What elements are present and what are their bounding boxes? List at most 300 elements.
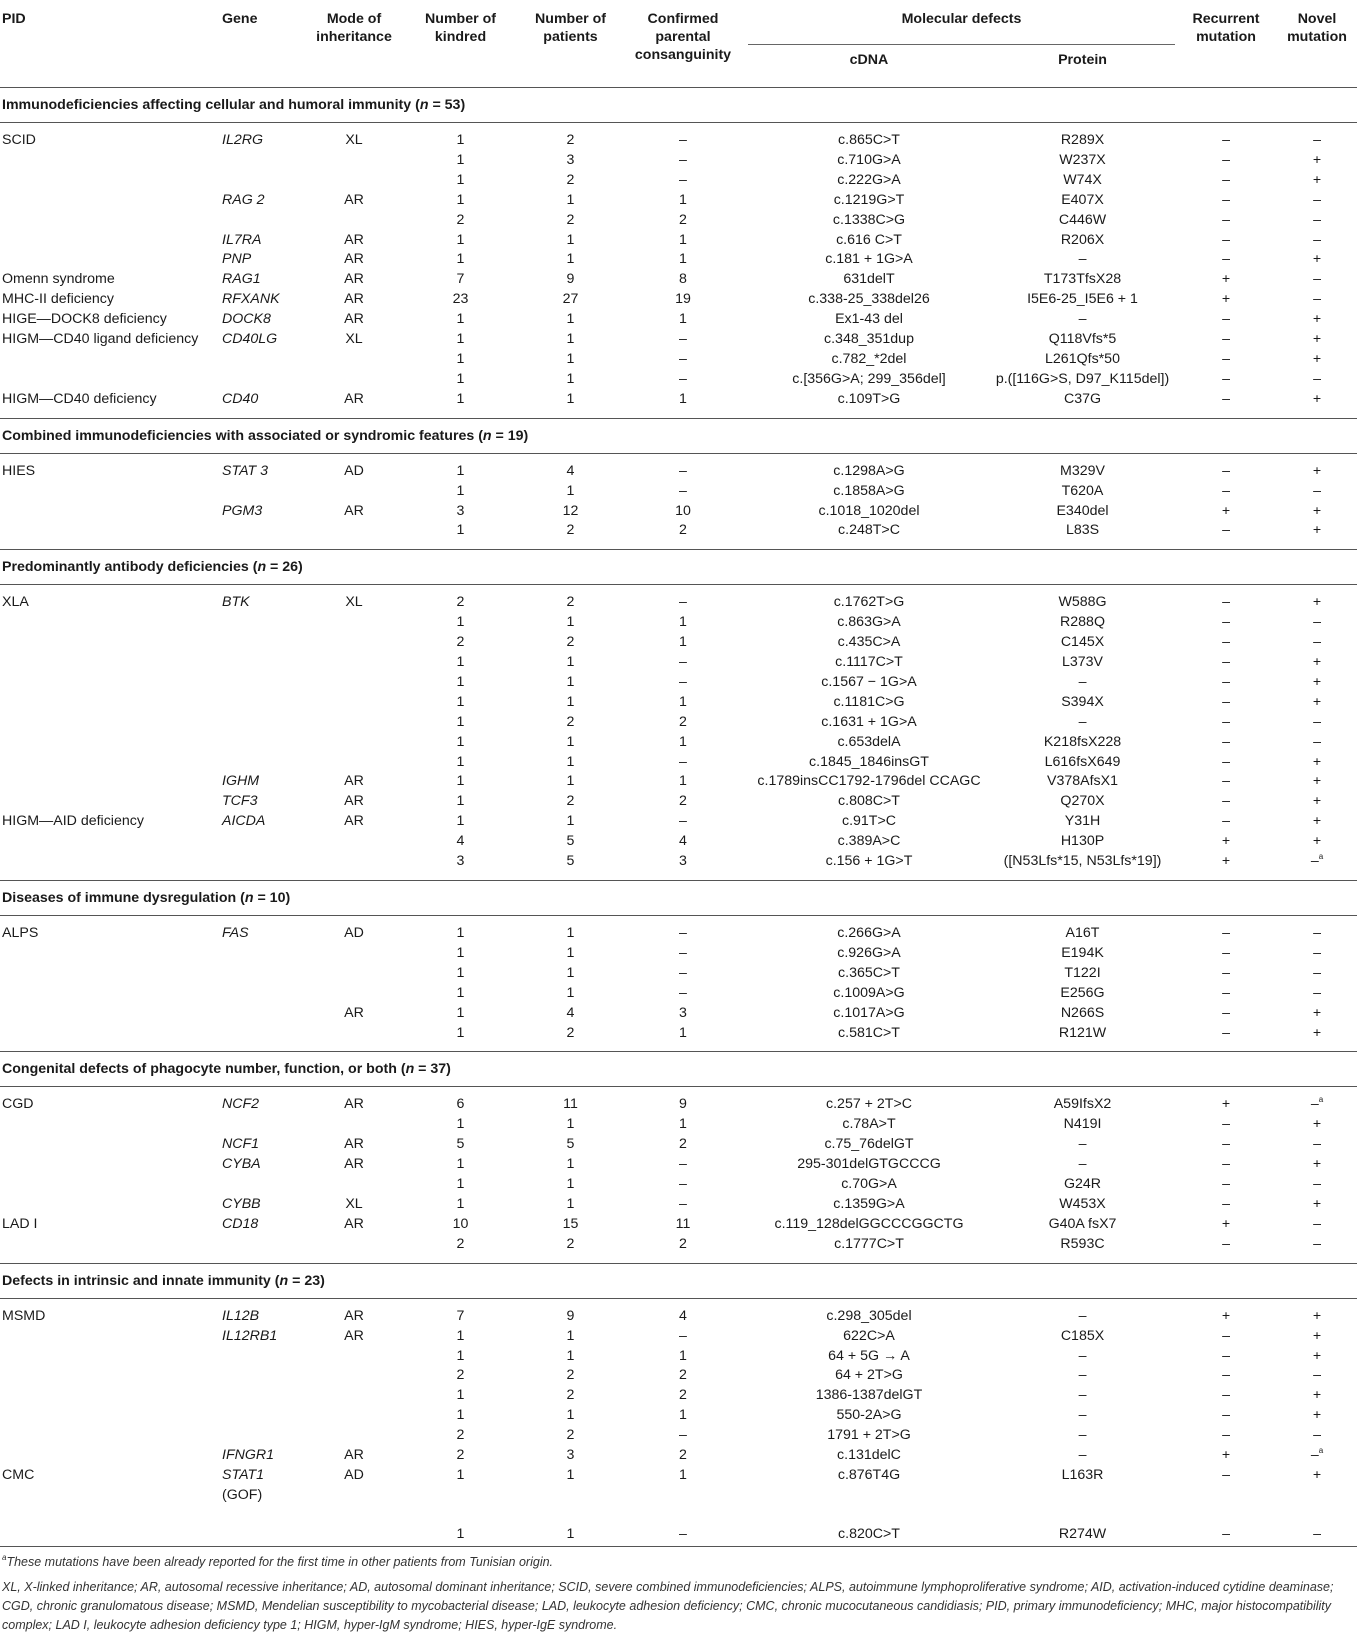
table-row — [0, 250, 1357, 270]
cell-kindred: 1 — [456, 753, 465, 770]
cell-novel: + — [1312, 1116, 1322, 1133]
cell-novel: + — [1312, 693, 1322, 710]
cell-novel: – — [1313, 964, 1321, 981]
table-row — [0, 211, 1357, 231]
table-row — [0, 1307, 1357, 1327]
cell-novel: – — [1313, 733, 1321, 750]
cell-gene: STAT1 — [222, 1466, 265, 1483]
cell-novel: – — [1313, 291, 1321, 308]
cell-cdna: c.248T>C — [838, 522, 900, 539]
cell-recurrent: – — [1222, 944, 1230, 961]
cell-consanguinity: – — [679, 171, 687, 188]
cell-pid — [0, 191, 222, 211]
cell-gene — [222, 1406, 310, 1426]
cell-patients: 9 — [566, 271, 575, 288]
cell-pid: ALPS — [2, 925, 39, 941]
cell-consanguinity: – — [679, 350, 687, 367]
table-row — [0, 1486, 1357, 1506]
cell-patients: 1 — [566, 1466, 575, 1483]
cell-patients: 2 — [566, 1235, 575, 1252]
cell-gene — [222, 1175, 310, 1195]
table-row — [0, 350, 1357, 370]
cell-pid — [0, 633, 222, 653]
cell-novel: – — [1313, 1367, 1321, 1384]
cell-pid — [0, 171, 222, 191]
cell-novel: + — [1312, 311, 1322, 328]
cell-pid: HIES — [2, 462, 36, 479]
cell-gene: IFNGR1 — [222, 1447, 275, 1464]
cell-protein: L373V — [1061, 654, 1104, 671]
cell-consanguinity: – — [618, 1506, 748, 1547]
cell-consanguinity: 2 — [679, 793, 687, 810]
cell-novel: – — [1313, 1215, 1321, 1232]
cell-novel: + — [1312, 350, 1322, 367]
cell-pid — [0, 482, 222, 502]
cell-gene: BTK — [222, 594, 250, 611]
cell-gene: CD40 — [222, 390, 259, 407]
cell-consanguinity: 1 — [679, 390, 687, 407]
cell-pid — [0, 1024, 222, 1044]
cell-cdna: c.119_128delGGCCCGGCTG — [774, 1215, 964, 1232]
table-row — [0, 521, 1357, 541]
cell-patients: 2 — [566, 1387, 575, 1404]
cell-consanguinity: 1 — [679, 693, 687, 710]
cell-mode: AR — [344, 1096, 364, 1113]
cell-recurrent: – — [1222, 151, 1230, 168]
cell-consanguinity: – — [679, 925, 687, 941]
cell-kindred: 10 — [452, 1215, 469, 1232]
cell-cdna: c.876T4G — [837, 1466, 901, 1483]
cell-cdna: c.75_76delGT — [824, 1136, 914, 1153]
cell-kindred: 1 — [456, 1387, 465, 1404]
cell-novel: – — [1313, 1176, 1321, 1193]
col-header-recurrent: Recurrent mutation — [1192, 11, 1260, 45]
cell-pid — [0, 1426, 222, 1446]
col-header-kindred: Number of kindred — [425, 11, 496, 45]
table-row — [0, 964, 1357, 984]
cell-mode — [310, 1235, 398, 1255]
table-row — [0, 131, 1357, 151]
cell-recurrent: – — [1222, 251, 1230, 268]
cell-consanguinity: 2 — [679, 1136, 687, 1153]
cell-gene: TCF3 — [222, 793, 258, 810]
cell-consanguinity: – — [679, 1427, 687, 1444]
cell-novel: – — [1313, 713, 1321, 730]
table-row — [0, 772, 1357, 792]
cell-cdna: c.1298A>G — [833, 462, 905, 479]
cell-pid — [0, 211, 222, 231]
cell-kindred: 2 — [456, 1235, 465, 1252]
cell-patients: 12 — [562, 502, 579, 519]
section-header-row — [0, 88, 1357, 123]
col-header-pid: PID — [2, 11, 26, 27]
cell-protein: T620A — [1061, 482, 1104, 499]
cell-gene — [222, 1506, 310, 1547]
cell-novel: + — [1312, 331, 1322, 348]
cell-consanguinity: 9 — [679, 1096, 687, 1113]
cell-novel: + — [1312, 151, 1322, 168]
cell-recurrent: – — [1222, 813, 1230, 830]
table-row — [0, 792, 1357, 812]
cell-protein: A59IfsX2 — [1053, 1096, 1112, 1113]
cell-recurrent: – — [1222, 733, 1230, 750]
cell-consanguinity: – — [679, 944, 687, 961]
cell-gene — [222, 984, 310, 1004]
cell-recurrent: – — [1222, 1235, 1230, 1252]
cell-consanguinity: – — [679, 654, 687, 671]
section-header-row — [0, 881, 1357, 916]
table-row — [0, 171, 1357, 191]
cell-protein: R288Q — [1060, 614, 1105, 631]
cell-mode — [310, 832, 398, 852]
cell-pid — [0, 944, 222, 964]
cell-protein: – — [1078, 311, 1087, 328]
cell-cdna: c.266G>A — [837, 925, 901, 941]
cell-patients: 2 — [566, 1427, 575, 1444]
cell-patients: 2 — [566, 132, 575, 148]
cell-protein: – — [1078, 1387, 1087, 1404]
cell-patients: 1 — [566, 1156, 575, 1173]
cell-kindred: 23 — [452, 291, 469, 308]
cell-protein: N266S — [1060, 1004, 1105, 1021]
table-row — [0, 370, 1357, 390]
cell-pid — [0, 1195, 222, 1215]
cell-gene — [222, 733, 310, 753]
cell-mode — [310, 1426, 398, 1446]
cell-gene — [222, 482, 310, 502]
section-header-row — [0, 1263, 1357, 1298]
cell-pid — [0, 521, 222, 541]
cell-gene: IL7RA — [222, 231, 262, 248]
table-row — [0, 310, 1357, 330]
cell-mode: XL — [345, 331, 363, 348]
cell-recurrent: – — [1222, 1176, 1230, 1193]
cell-mode — [310, 984, 398, 1004]
cell-cdna: c.1117C>T — [835, 654, 903, 671]
cell-gene: IL2RG — [222, 132, 264, 148]
cell-consanguinity: 1 — [679, 733, 687, 750]
col-header-protein: Protein — [990, 45, 1175, 88]
cell-patients: 1 — [566, 1195, 575, 1212]
cell-kindred: 1 — [456, 1347, 465, 1364]
cell-kindred: 1 — [456, 1024, 465, 1041]
cell-gene: STAT 3 — [222, 462, 268, 479]
cell-kindred: 3 — [456, 853, 465, 870]
cell-mode: AR — [344, 311, 364, 328]
cell-novel: – — [1313, 482, 1321, 499]
cell-gene — [222, 633, 310, 653]
cell-patients: 1 — [566, 331, 575, 348]
cell-novel: + — [1312, 654, 1322, 671]
table-row — [0, 613, 1357, 633]
cell-recurrent: – — [1222, 1387, 1230, 1404]
cell-gene: IL12RB1 — [222, 1327, 278, 1344]
cell-consanguinity: 1 — [679, 191, 687, 208]
cell-gene: RAG 2 — [222, 191, 265, 208]
cell-patients: 1 — [566, 753, 575, 770]
cell-gene — [222, 1366, 310, 1386]
cell-gene — [222, 1347, 310, 1367]
cell-mode: AR — [344, 1307, 364, 1324]
cell-cdna: c.820C>T — [748, 1506, 990, 1547]
cell-pid — [0, 231, 222, 251]
cell-recurrent: – — [1222, 1367, 1230, 1384]
cell-cdna: c.1567 − 1G>A — [821, 673, 917, 690]
table-row — [0, 1426, 1357, 1446]
cell-protein: I5E6-25_I5E6 + 1 — [1027, 291, 1138, 308]
table-row — [0, 462, 1357, 482]
table-row — [0, 270, 1357, 290]
table-row — [0, 1215, 1357, 1235]
table-row — [0, 330, 1357, 350]
cell-mode — [310, 733, 398, 753]
cell-mode — [310, 151, 398, 171]
cell-novel: – — [1277, 1506, 1357, 1547]
cell-cdna: c.298_305del — [826, 1307, 912, 1324]
cell-pid — [0, 1235, 222, 1255]
cell-gene — [222, 1004, 310, 1024]
cell-consanguinity: 2 — [679, 1387, 687, 1404]
cell-mode: AD — [344, 1466, 364, 1483]
cell-protein: – — [1078, 673, 1087, 690]
table-row — [0, 1175, 1357, 1195]
cell-kindred: 1 — [456, 964, 465, 981]
cell-pid — [0, 772, 222, 792]
cell-consanguinity: 1 — [679, 773, 687, 790]
cell-protein: E407X — [1061, 191, 1104, 208]
cell-novel: –$^a$ — [1310, 1446, 1324, 1464]
cell-protein: M329V — [1060, 462, 1105, 479]
cell-cdna: c.[356G>A; 299_356del] — [792, 370, 946, 387]
cell-consanguinity: – — [679, 482, 687, 499]
cell-recurrent: – — [1222, 614, 1230, 631]
cell-consanguinity: – — [679, 1176, 687, 1193]
cell-mode — [310, 633, 398, 653]
cell-cdna: c.865C>T — [838, 132, 900, 148]
cell-gene: PNP — [222, 251, 252, 268]
cell-pid: HIGM—CD40 ligand deficiency — [2, 331, 199, 348]
cell-recurrent: – — [1222, 1136, 1230, 1153]
cell-protein: V378AfsX1 — [1047, 773, 1118, 790]
cell-mode: XL — [345, 594, 363, 611]
cell-protein: G40A fsX7 — [1048, 1215, 1117, 1232]
cell-cdna: c.1762T>G — [833, 594, 905, 611]
cell-novel: – — [1313, 1427, 1321, 1444]
cell-protein: Q270X — [1060, 793, 1105, 810]
cell-novel: – — [1313, 614, 1321, 631]
cell-consanguinity: 2 — [679, 1367, 687, 1384]
cell-mode — [310, 1406, 398, 1426]
cell-cdna: 64 + 5G → A — [828, 1347, 910, 1364]
cell-patients: 11 — [563, 1096, 578, 1113]
table-row — [0, 1386, 1357, 1406]
cell-protein: E340del — [1056, 502, 1109, 519]
table-row — [0, 693, 1357, 713]
table-row — [0, 502, 1357, 522]
cell-recurrent: + — [1221, 833, 1231, 850]
cell-cdna: c.1789insCC1792-1796del CCAGC — [757, 773, 981, 790]
cell-kindred: 1 — [456, 1116, 465, 1133]
cell-recurrent: – — [1222, 773, 1230, 790]
cell-recurrent: + — [1221, 291, 1231, 308]
cell-recurrent: – — [1222, 522, 1230, 539]
cell-pid: MHC-II deficiency — [2, 291, 114, 308]
cell-mode: AR — [344, 773, 364, 790]
cell-patients: 1 — [566, 1176, 575, 1193]
cell-cdna: c.1181C>G — [833, 693, 905, 710]
cell-patients: 1 — [566, 693, 575, 710]
table-row — [0, 832, 1357, 852]
cell-kindred: 1 — [456, 482, 465, 499]
col-header-cdna: cDNA — [748, 45, 990, 88]
cell-protein: A16T — [1065, 925, 1100, 941]
cell-gene: NCF1 — [222, 1136, 260, 1153]
cell-gene — [222, 350, 310, 370]
cell-patients: 1 — [566, 191, 575, 208]
cell-kindred: 1 — [456, 171, 465, 188]
cell-mode — [310, 1386, 398, 1406]
cell-gene — [222, 1386, 310, 1406]
cell-pid: Omenn syndrome — [2, 271, 115, 288]
cell-recurrent: – — [1222, 753, 1230, 770]
cell-mode — [310, 613, 398, 633]
cell-patients: 1 — [566, 944, 575, 961]
cell-gene — [222, 753, 310, 773]
section-title: Defects in intrinsic and innate immunity (n = 23) — [0, 1263, 1357, 1298]
table-row — [0, 673, 1357, 693]
cell-mode: XL — [345, 132, 363, 148]
cell-protein: – — [1078, 1156, 1087, 1173]
cell-patients: 2 — [566, 1024, 575, 1041]
cell-patients: 1 — [566, 482, 575, 499]
cell-recurrent: + — [1221, 1307, 1231, 1324]
cell-gene: CYBA — [222, 1156, 261, 1173]
cell-consanguinity: 2 — [679, 1447, 687, 1464]
cell-kindred: 2 — [456, 634, 465, 651]
cell-mode — [310, 852, 398, 872]
cell-recurrent: – — [1222, 1156, 1230, 1173]
cell-patients: 1 — [566, 1407, 575, 1424]
cell-gene — [222, 613, 310, 633]
cell-patients: 1 — [566, 350, 575, 367]
cell-mode: AR — [344, 1136, 364, 1153]
cell-cdna: c.1219G>T — [833, 191, 905, 208]
cell-protein: C37G — [1063, 390, 1102, 407]
cell-consanguinity: 1 — [679, 231, 687, 248]
cell-recurrent: + — [1221, 1447, 1231, 1464]
cell-cdna: c.710G>A — [837, 151, 901, 168]
cell-recurrent: – — [1222, 1347, 1230, 1364]
cell-patients: 2 — [566, 634, 575, 651]
cell-gene: PGM3 — [222, 502, 263, 519]
cell-gene — [222, 964, 310, 984]
col-header-molecular-defects: Molecular defects — [748, 0, 1175, 45]
cell-pid — [0, 1406, 222, 1426]
cell-mode — [310, 171, 398, 191]
cell-gene: IL12B — [222, 1307, 260, 1324]
cell-consanguinity: 2 — [679, 522, 687, 539]
cell-novel: + — [1312, 1156, 1322, 1173]
table-row — [0, 1155, 1357, 1175]
cell-pid — [0, 1506, 222, 1547]
cell-kindred: 2 — [456, 1367, 465, 1384]
cell-patients: 4 — [566, 1004, 575, 1021]
cell-patients: 2 — [566, 171, 575, 188]
cell-protein: W74X — [1063, 171, 1102, 188]
cell-kindred: 2 — [456, 1427, 465, 1444]
cell-recurrent: – — [1222, 594, 1230, 611]
cell-kindred: 3 — [456, 502, 465, 519]
cell-gene: CD40LG — [222, 331, 278, 348]
cell-novel: + — [1312, 833, 1322, 850]
cell-protein: R593C — [1060, 1235, 1105, 1252]
cell-recurrent: – — [1222, 634, 1230, 651]
cell-consanguinity: 1 — [679, 1466, 687, 1483]
cell-mode: AR — [344, 1447, 364, 1464]
cell-consanguinity: – — [679, 462, 687, 479]
cell-gene: IGHM — [222, 773, 260, 790]
cell-pid — [0, 792, 222, 812]
cell-kindred: 1 — [456, 984, 465, 1001]
cell-consanguinity: 11 — [675, 1215, 691, 1232]
table-row — [0, 593, 1357, 613]
cell-pid — [0, 1347, 222, 1367]
cell-protein: R289X — [1060, 132, 1105, 148]
cell-gene — [222, 832, 310, 852]
cell-kindred: 2 — [456, 211, 465, 228]
cell-protein: – — [1078, 1307, 1087, 1324]
cell-kindred: 1 — [456, 251, 465, 268]
cell-kindred: 2 — [456, 1447, 465, 1464]
cell-kindred: 1 — [456, 132, 465, 148]
cell-recurrent: – — [1222, 964, 1230, 981]
cell-consanguinity: 19 — [675, 291, 691, 308]
cell-kindred: 1 — [456, 231, 465, 248]
cell-consanguinity: – — [679, 1195, 687, 1212]
cell-recurrent: – — [1222, 191, 1230, 208]
cell-consanguinity: – — [679, 331, 687, 348]
cell-cdna: c.257 + 2T>C — [826, 1096, 912, 1113]
cell-pid: HIGE—DOCK8 deficiency — [2, 311, 167, 328]
cell-kindred: 1 — [456, 370, 465, 387]
table-row — [0, 1195, 1357, 1215]
table-row — [0, 852, 1357, 872]
cell-kindred: 1 — [456, 331, 465, 348]
cell-kindred: 1 — [456, 191, 465, 208]
cell-pid — [0, 673, 222, 693]
cell-kindred: 2 — [456, 594, 465, 611]
col-header-consanguinity: Confirmed parental consanguinity — [634, 11, 732, 63]
cell-recurrent: – — [1222, 311, 1230, 328]
table-row — [0, 1327, 1357, 1347]
table-row — [0, 1024, 1357, 1044]
cell-protein: Q118Vfs*5 — [1048, 331, 1117, 348]
cell-recurrent: – — [1222, 673, 1230, 690]
cell-pid: XLA — [2, 594, 29, 611]
cell-recurrent: – — [1222, 654, 1230, 671]
table-row — [0, 984, 1357, 1004]
cell-mode — [310, 1175, 398, 1195]
cell-cdna: c.863G>A — [837, 614, 901, 631]
cell-cdna: c.1845_1846insGT — [809, 753, 929, 770]
cell-mode — [310, 482, 398, 502]
cell-novel: –$^a$ — [1310, 852, 1324, 870]
cell-patients: 1 — [566, 964, 575, 981]
cell-recurrent: – — [1175, 1506, 1277, 1547]
cell-novel: + — [1312, 673, 1322, 690]
footnote-text: These mutations have been already reported for the first time in other patients from Tunisian origin. — [6, 1554, 554, 1569]
cell-gene — [222, 852, 310, 872]
